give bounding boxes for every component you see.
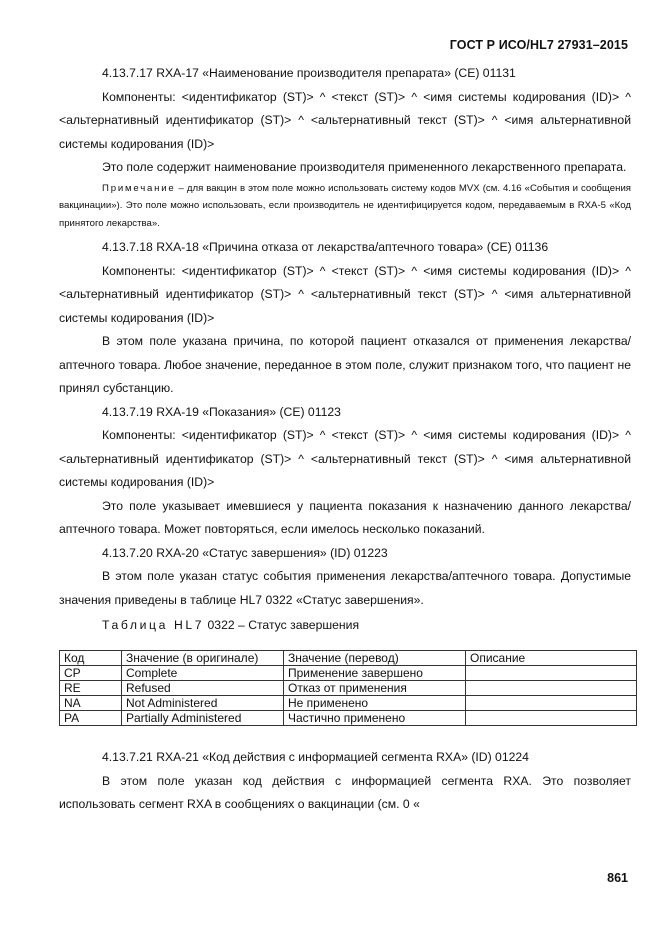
table-cell: PA xyxy=(60,711,122,726)
table-row xyxy=(60,711,637,726)
table-header-row xyxy=(60,651,637,666)
section-heading-rxa17: 4.13.7.17 RXA-17 «Наименование производителя препарата» (CE) 01131 xyxy=(102,66,516,80)
section-heading-rxa19: 4.13.7.19 RXA-19 «Показания» (CE) 01123 xyxy=(102,404,341,419)
note-label: Примечание xyxy=(102,182,176,194)
components-rxa19: Компоненты: <идентификатор (ST)> ^ <текст (ST)> ^ <имя системы кодирования (ID)> ^ <альтернативный идентификатор (ST)> ^ <альтернативный текст (ST)> ^ <имя альтернативной системы кодирования (ID)> xyxy=(59,428,631,489)
column-header: Значение (перевод) xyxy=(284,651,466,666)
column-header: Значение (в оригинале) xyxy=(122,651,284,666)
status-table xyxy=(59,650,637,726)
table-cell: Применение завершено xyxy=(284,666,466,681)
table-cell: RE xyxy=(60,681,122,696)
table-cell: Partially Administered xyxy=(122,711,284,726)
table-caption-title: 0322 – Статус завершения xyxy=(204,618,360,632)
table-cell xyxy=(466,711,637,726)
table-row xyxy=(60,666,637,681)
table-row xyxy=(60,681,637,696)
body-rxa17: Это поле содержит наименование производителя примененного лекарственного препарата. xyxy=(102,160,627,174)
column-header: Описание xyxy=(466,651,637,666)
body-rxa19: Это поле указывает имевшиеся у пациента показания к назначению данного лекарства/аптечного товара. Может повторяться, если имелось несколько показаний. xyxy=(59,498,631,536)
table-caption-label: Таблица HL7 xyxy=(102,618,205,632)
components-rxa17: Компоненты: <идентификатор (ST)> ^ <текст (ST)> ^ <имя системы кодирования (ID)> ^ <альтернативный идентификатор (ST)> ^ <альтернативный текст (ST)> ^ <имя альтернативной системы кодирования (ID)> xyxy=(59,89,631,151)
table-cell xyxy=(466,666,637,681)
components-rxa18: Компоненты: <идентификатор (ST)> ^ <текст (ST)> ^ <имя системы кодирования (ID)> ^ <альтернативный идентификатор (ST)> ^ <альтернативный текст (ST)> ^ <имя альтернативной системы кодирования (ID)> xyxy=(59,263,631,325)
table-cell: Complete xyxy=(122,666,284,681)
table-cell: Не применено xyxy=(284,696,466,711)
table-cell xyxy=(466,681,637,696)
table-cell: Not Administered xyxy=(122,696,284,711)
table-cell: Частично применено xyxy=(284,711,466,726)
section-heading-rxa20: 4.13.7.20 RXA-20 «Статус завершения» (ID) 01223 xyxy=(102,545,388,560)
page-body xyxy=(59,62,631,638)
note-text: – для вакцин в этом поле можно использовать систему кодов MVX (см. 4.16 «События и сообщения вакцинации»). Это поле можно использовать, если производитель не идентифицируется кодом, передаваемым в RXA-5 «Код принятого лекарства». xyxy=(59,182,631,229)
table-cell xyxy=(466,696,637,711)
table-cell: CP xyxy=(60,666,122,681)
table-cell: Refused xyxy=(122,681,284,696)
body-rxa21: В этом поле указан код действия с информацией сегмента RXA. Это позволяет использовать сегмент RXA в сообщениях о вакцинации (см. 0 « xyxy=(59,773,631,811)
table-cell: Отказ от применения xyxy=(284,681,466,696)
section-heading-rxa18: 4.13.7.18 RXA-18 «Причина отказа от лекарства/аптечного товара» (CE) 01136 xyxy=(102,240,549,254)
table-caption xyxy=(59,614,631,638)
document-id: ГОСТ Р ИСО/HL7 27931–2015 xyxy=(449,38,628,52)
note-rxa17 xyxy=(59,180,631,233)
body-rxa20: В этом поле указан статус события применения лекарства/аптечного товара. Допустимые значения приведены в таблице HL7 0322 «Статус завершения». xyxy=(59,569,631,607)
section-heading-rxa21: 4.13.7.21 RXA-21 «Код действия с информацией сегмента RXA» (ID) 01224 xyxy=(102,750,529,764)
table-row xyxy=(60,696,637,711)
body-rxa18: В этом поле указана причина, по которой пациент отказался от применения лекарства/аптечного товара. Любое значение, переданное в этом поле, служит признаком того, что пациент не принял субстанцию. xyxy=(59,334,631,395)
column-header: Код xyxy=(60,651,122,666)
page-number: 861 xyxy=(607,871,628,885)
table-cell: NA xyxy=(60,696,122,711)
section-rxa21 xyxy=(59,746,631,817)
